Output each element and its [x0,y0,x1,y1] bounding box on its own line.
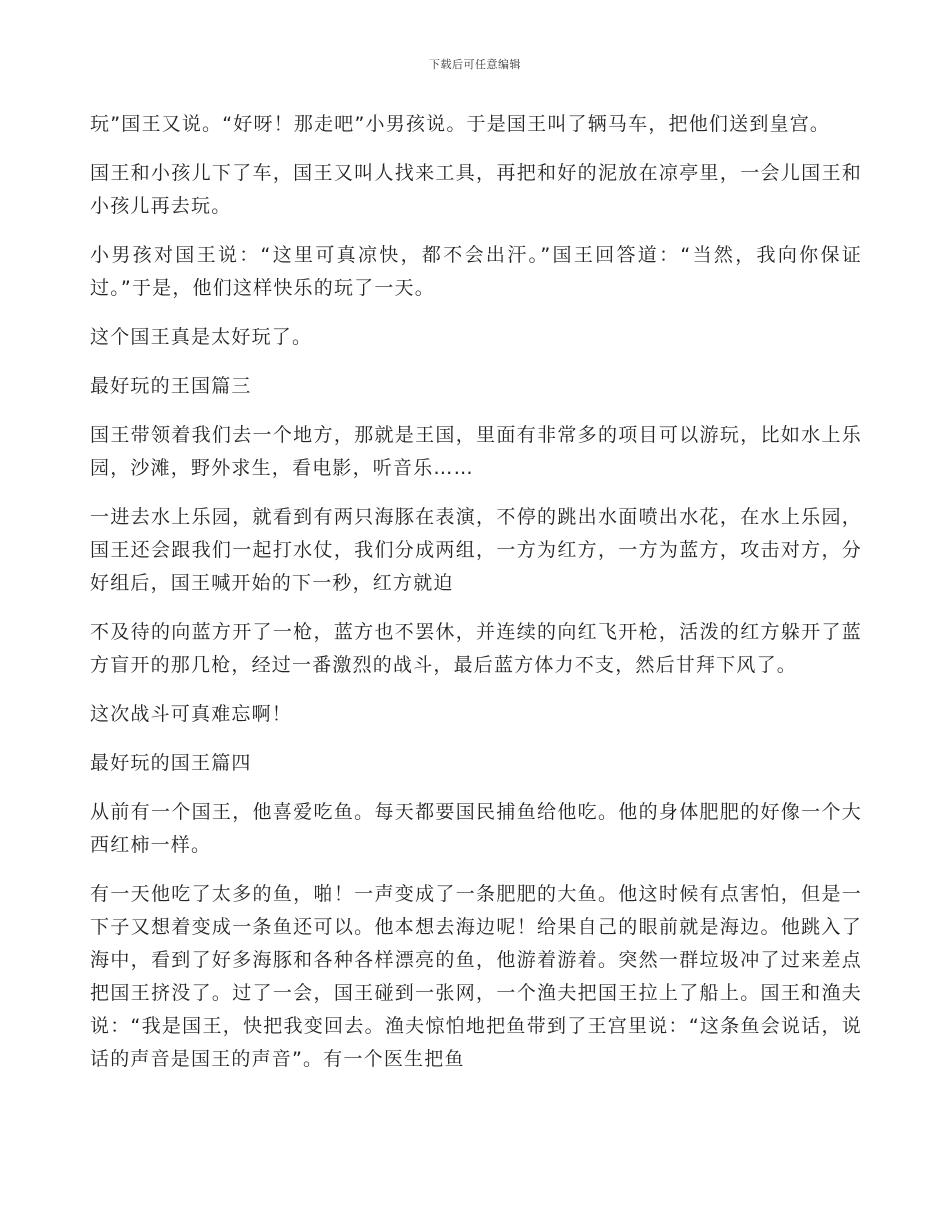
paragraph: 国王带领着我们去一个地方，那就是王国，里面有非常多的项目可以游玩，比如水上乐园，沙滩，野外求生，看电影，听音乐…… [90,424,862,479]
paragraph: 有一天他吃了太多的鱼，啪！一声变成了一条肥肥的大鱼。他这时候有点害怕，但是一下子又想着变成一条鱼还可以。他本想去海边呢！给果自己的眼前就是海边。他跳入了海中，看到了好多海豚和各种各样漂亮的鱼，他游着游着。突然一群垃圾冲了过来差点把国王挤没了。过了一会，国王碰到一张网，一个渔夫把国王拉上了船上。国王和渔夫说：“我是国王，快把我变回去。渔夫惊怕地把鱼带到了王宫里说：“这条鱼会说话，说话的声音是国王的声音”。有一个医生把鱼 [90,883,862,1070]
section-heading: 最好玩的王国篇三 [90,375,252,397]
paragraph: 从前有一个国王，他喜爱吃鱼。每天都要国民捕鱼给他吃。他的身体肥肥的好像一个大西红柿一样。 [90,801,862,856]
paragraph: 玩”国王又说。“好呀！那走吧”小男孩说。于是国王叫了辆马车，把他们送到皇宫。 [90,113,831,135]
page-header-note: 下载后可任意编辑 [429,58,521,71]
paragraph: 这个国王真是太好玩了。 [90,326,313,348]
paragraph: 小男孩对国王说：“这里可真凉快，都不会出汗。”国王回答道：“当然，我向你保证过。”于是，他们这样快乐的玩了一天。 [90,244,862,299]
paragraph: 不及待的向蓝方开了一枪，蓝方也不罢休，并连续的向红飞开枪，活泼的红方躲开了蓝方盲开的那几枪，经过一番激烈的战斗，最后蓝方体力不支，然后甘拜下风了。 [90,621,862,676]
paragraph: 国王和小孩儿下了车，国王又叫人找来工具，再把和好的泥放在凉亭里，一会儿国王和小孩儿再去玩。 [90,162,862,217]
paragraph: 这次战斗可真难忘啊！ [90,703,293,725]
paragraph: 一进去水上乐园，就看到有两只海豚在表演，不停的跳出水面喷出水花，在水上乐园，国王还会跟我们一起打水仗，我们分成两组，一方为红方，一方为蓝方，攻击对方，分好组后，国王喊开始的下一秒，红方就迫 [90,506,862,594]
document-body [90,108,862,1092]
section-heading: 最好玩的国王篇四 [90,752,252,774]
